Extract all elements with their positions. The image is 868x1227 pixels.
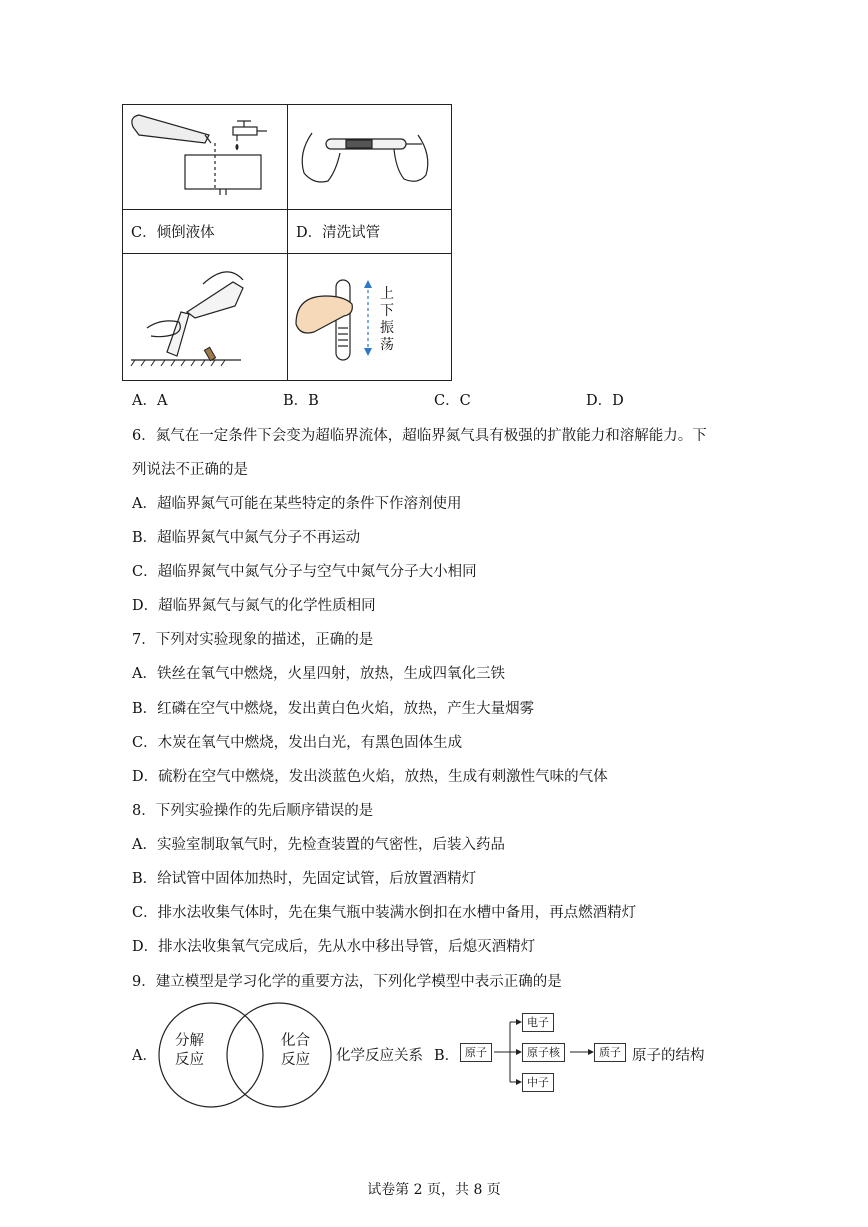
q5-option-b: B．B bbox=[283, 393, 319, 409]
node-atom: 原子 bbox=[460, 1043, 492, 1062]
shake-char-2: 下 bbox=[380, 303, 394, 319]
q8-option-a: A．实验室制取氧气时，先检查装置的气密性，后装入药品 bbox=[132, 837, 505, 853]
cell-label-c: C．倾倒液体 bbox=[131, 225, 215, 241]
node-electron: 电子 bbox=[522, 1013, 554, 1032]
q9-option-a-label: A． bbox=[132, 1048, 157, 1064]
shake-caption bbox=[380, 286, 394, 354]
q9-stem: 9．建立模型是学习化学的重要方法，下列化学模型中表示正确的是 bbox=[132, 974, 562, 990]
venn-right-label bbox=[281, 1032, 310, 1070]
venn-left-label bbox=[175, 1032, 204, 1070]
q5-option-c: C．C bbox=[434, 393, 471, 409]
venn-right-line1: 化合 bbox=[281, 1033, 310, 1049]
q9-option-b-label: B． bbox=[434, 1048, 460, 1064]
venn-left-line1: 分解 bbox=[175, 1033, 204, 1049]
venn-diagram bbox=[157, 1002, 335, 1108]
q8-stem: 8．下列实验操作的先后顺序错误的是 bbox=[132, 803, 374, 819]
experiment-table bbox=[122, 104, 452, 381]
q6-option-d: D．超临界氮气与氮气的化学性质相同 bbox=[132, 598, 376, 614]
node-proton: 质子 bbox=[594, 1043, 626, 1062]
q8-option-b: B．给试管中固体加热时，先固定试管，后放置酒精灯 bbox=[132, 871, 477, 887]
shake-char-3: 振 bbox=[380, 320, 394, 336]
q5-option-a: A．A bbox=[132, 393, 168, 409]
q7-option-a: A．铁丝在氧气中燃烧，火星四射，放热，生成四氧化三铁 bbox=[132, 666, 505, 682]
q7-stem: 7．下列对实验现象的描述，正确的是 bbox=[132, 632, 374, 648]
venn-right-line2: 反应 bbox=[281, 1052, 310, 1068]
q6-stem-line2: 列说法不正确的是 bbox=[132, 462, 248, 478]
cell-label-d: D．清洗试管 bbox=[296, 225, 381, 241]
clean-tube-illustration bbox=[288, 105, 452, 209]
node-neutron: 中子 bbox=[522, 1073, 554, 1092]
q6-stem-line1: 6．氮气在一定条件下会变为超临界流体，超临界氮气具有极强的扩散能力和溶解能力。下 bbox=[132, 428, 707, 444]
q9-option-b-caption: 原子的结构 bbox=[632, 1048, 705, 1064]
node-nucleus: 原子核 bbox=[522, 1043, 565, 1062]
add-liquid-illustration bbox=[123, 254, 287, 380]
shake-tube-illustration bbox=[288, 254, 452, 380]
shake-char-1: 上 bbox=[380, 286, 394, 302]
shake-char-4: 荡 bbox=[380, 337, 394, 353]
venn-left-line2: 反应 bbox=[175, 1052, 204, 1068]
q9-option-a-caption: 化学反应关系 bbox=[336, 1048, 423, 1064]
table-divider-1 bbox=[123, 209, 451, 210]
q7-option-c: C．木炭在氧气中燃烧，发出白光，有黑色固体生成 bbox=[132, 735, 463, 751]
q6-option-c: C．超临界氮气中氮气分子与空气中氮气分子大小相同 bbox=[132, 564, 477, 580]
page-footer: 试卷第 2 页，共 8 页 bbox=[367, 1182, 501, 1198]
q8-option-c: C．排水法收集气体时，先在集气瓶中装满水倒扣在水槽中备用，再点燃酒精灯 bbox=[132, 905, 637, 921]
q6-option-a: A．超临界氮气可能在某些特定的条件下作溶剂使用 bbox=[132, 496, 462, 512]
pour-liquid-illustration bbox=[123, 105, 287, 209]
q8-option-d: D．排水法收集氧气完成后，先从水中移出导管，后熄灭酒精灯 bbox=[132, 939, 536, 955]
q7-option-b: B．红磷在空气中燃烧，发出黄白色火焰，放热，产生大量烟雾 bbox=[132, 701, 535, 717]
q7-option-d: D．硫粉在空气中燃烧，发出淡蓝色火焰，放热，生成有刺激性气味的气体 bbox=[132, 769, 608, 785]
q5-option-d: D．D bbox=[586, 393, 624, 409]
q6-option-b: B．超临界氮气中氮气分子不再运动 bbox=[132, 530, 361, 546]
